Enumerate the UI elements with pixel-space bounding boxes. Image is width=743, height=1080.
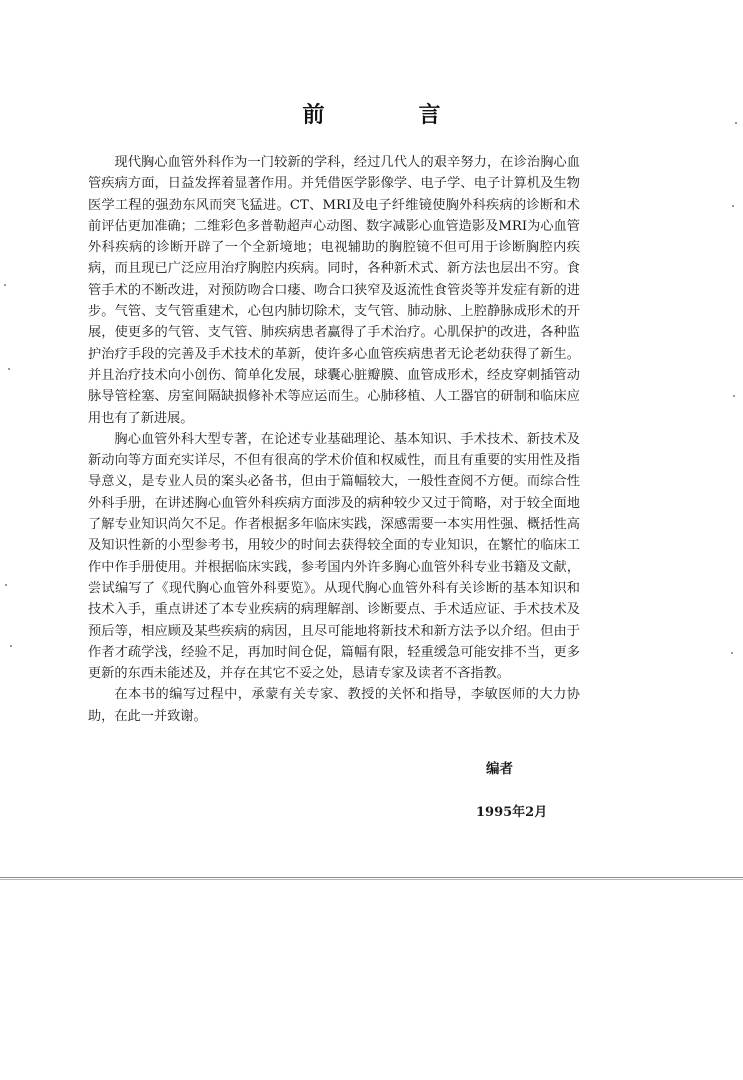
scan-speck <box>5 584 7 586</box>
author-signature: 编者 <box>486 761 513 777</box>
paragraph: 在本书的编写过程中，承蒙有关专家、教授的关怀和指导，李敏医师的大力协助，在此一并致谢。 <box>88 687 580 724</box>
paragraph: 现代胸心血管外科作为一门较新的学科，经过几代人的艰辛努力，在诊治胸心血管疾病方面，日益发挥着显著作用。并凭借医学影像学、电子学、电子计算机及生物医学工程的强劲东风而突飞猛进。CT、MRI及电子纤维镜使胸外科疾病的诊断和术前评估更加准确；二维彩色多普勒超声心动图、数字减影心血管造影及MRI为心血管外科疾病的诊断开辟了一个全新境地；电视辅助的胸腔镜不但可用于诊断胸腔内疾病，而且现已广泛应用治疗胸腔内疾病。同时，各种新术式、新方法也层出不穷。食管手术的不断改进，对预防吻合口瘘、吻合口狭窄及返流性食管炎等并发症有新的进步。气管、支气管重建术，心包内肺切除术，支气管、肺动脉、上腔静脉成形术的开展，使更多的气管、支气管、肺疾病患者赢得了手术治疗。心肌保护的改进，各种监护治疗手段的完善及手术技术的革新，使许多心血管疾病患者无论老幼获得了新生。并且治疗技术向小创伤、简单化发展，球囊心脏瓣膜、血管成形术，经皮穿刺插管动脉导管栓塞、房室间隔缺损修补术等应运而生。心肺移植、人工器官的研制和临床应用也有了新进展。 <box>88 155 580 426</box>
scan-speck <box>8 368 10 370</box>
scan-speck <box>4 284 6 286</box>
preface-body <box>88 152 580 727</box>
scan-speck <box>732 205 734 207</box>
scan-speck <box>735 122 737 124</box>
scan-speck <box>731 652 733 654</box>
bottom-scan-line-secondary <box>0 879 743 880</box>
page-title: 前 言 <box>302 102 477 128</box>
publication-date: 1995年2月 <box>476 805 548 820</box>
paragraph: 胸心血管外科大型专著，在论述专业基础理论、基本知识、手术技术、新技术及新动向等方面充实详尽，不但有很高的学术价值和权威性，而且有重要的实用性及指导意义，是专业人员的案头必备书，但由于篇幅较大，一般性查阅不方便。而综合性外科手册，在讲述胸心血管外科疾病方面涉及的病种较少又过于简略，对于较全面地了解专业知识尚欠不足。作者根据多年临床实践，深感需要一本实用性强、概括性高及知识性新的小型参考书，用较少的时间去获得较全面的专业知识，在繁忙的临床工作中作手册使用。并根据临床实践，参考国内外许多胸心血管外科专业书籍及文献，尝试编写了《现代胸心血管外科要览》。从现代胸心血管外科有关诊断的基本知识和技术入手，重点讲述了本专业疾病的病理解剖、诊断要点、手术适应证、手术技术及预后等，相应顾及某些疾病的病因，且尽可能地将新技术和新方法予以介绍。但由于作者才疏学浅，经验不足，再加时间仓促，篇幅有限，轻重缓急可能安排不当，更多更新的东西未能述及，并存在其它不妥之处，恳请专家及读者不吝指教。 <box>88 431 580 682</box>
scan-speck <box>10 645 12 647</box>
bottom-scan-line <box>0 877 743 878</box>
scan-speck <box>733 395 735 397</box>
